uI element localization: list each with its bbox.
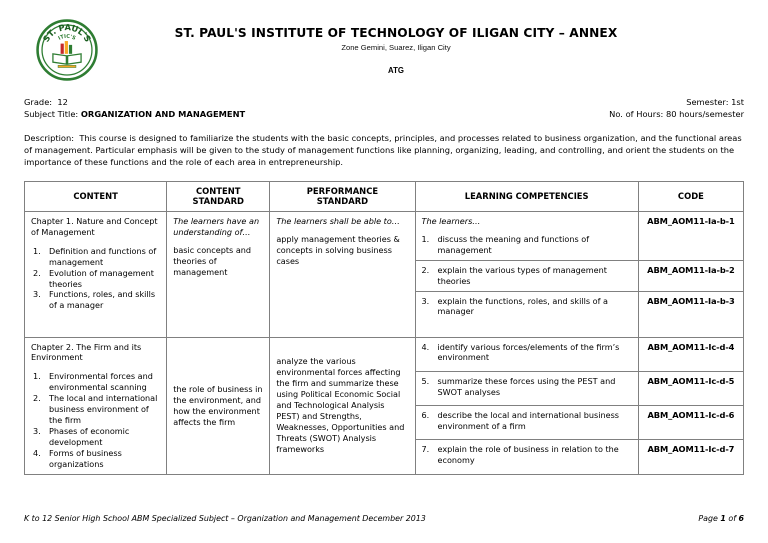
learning-competency-item: [422, 342, 632, 364]
header-content-standard: CONTENT STANDARD: [167, 181, 270, 211]
grade-field: [24, 96, 68, 108]
performance-standard-body: analyze the various environmental forces affecting the firm and summarize these using Political Economic Social and Technological Analysis PEST) and Strengths, Weaknesses, Opportunities and Threats (SWOT) Analysis frameworks: [276, 356, 405, 454]
department-code: ATG: [388, 66, 404, 76]
learning-competency-text: identify various forces/elements of the firm’s environment: [437, 341, 620, 363]
meta-row-subject: [24, 108, 744, 120]
learning-competency-text: explain the various types of management theories: [437, 264, 607, 286]
grade-value: 12: [57, 97, 68, 107]
chapter-title: Chapter 1. Nature and Concept of Management: [31, 215, 158, 237]
learning-competencies-lead: The learners…: [421, 215, 481, 226]
learning-competency-number: 6.: [421, 410, 430, 421]
learning-competency-text: describe the local and international business environment of a firm: [437, 410, 620, 432]
learning-competency-item: [422, 410, 632, 432]
list-item-text: Definition and functions of management: [49, 245, 157, 267]
page-footer: [24, 514, 744, 523]
school-logo: [24, 16, 110, 82]
learning-competency-cell: [415, 291, 638, 337]
chapter-topic-list: [31, 371, 160, 469]
code-cell: ABM_AOM11-Ic-d-6: [638, 406, 743, 440]
list-item-number: 2.: [33, 267, 41, 278]
table-row: [25, 337, 744, 371]
learning-competency-number: 1.: [421, 233, 430, 244]
school-name: ST. PAUL'S INSTITUTE OF TECHNOLOGY OF ILIGAN CITY – ANNEX: [174, 26, 618, 40]
masthead: [110, 16, 744, 75]
learning-competency-number: 3.: [421, 295, 430, 306]
list-item-number: 3.: [33, 289, 41, 300]
description-label: Description:: [24, 132, 75, 143]
list-item-number: 4.: [33, 447, 41, 458]
hours-label: No. of Hours:: [609, 109, 664, 120]
learning-competency-number: 2.: [421, 264, 430, 275]
header-performance-standard-line2: STANDARD: [316, 196, 369, 207]
list-item: [31, 393, 160, 426]
hours-value: 80 hours/semester: [665, 109, 744, 120]
learning-competency-cell: [415, 406, 638, 440]
content-standard-body: basic concepts and theories of management: [173, 244, 252, 277]
performance-standard-lead: The learners shall be able to…: [276, 215, 400, 226]
page-middle: of: [725, 514, 739, 523]
code-cell: ABM_AOM11-Ic-d-4: [638, 337, 743, 371]
learning-competency-item: [422, 444, 632, 466]
learning-competency-text: summarize these forces using the PEST and SWOT analyses: [437, 375, 616, 397]
school-address: Zone Gemini, Suarez, Iligan City: [341, 43, 451, 53]
page-current: 1: [720, 514, 726, 523]
list-item-text: Phases of economic development: [49, 425, 130, 447]
header-content: CONTENT: [25, 181, 167, 211]
list-item: [31, 268, 160, 290]
performance-standard-cell-chapter-2: [270, 337, 415, 474]
content-standard-lead: The learners have an understanding of…: [173, 215, 260, 237]
list-item-text: Evolution of management theories: [49, 267, 154, 289]
curriculum-table: [24, 181, 744, 475]
content-cell-chapter-2: [25, 337, 167, 474]
learning-competency-number: 5.: [421, 375, 430, 386]
content-standard-body: the role of business in the environment, and how the environment affects the firm: [173, 383, 263, 427]
list-item-number: 1.: [33, 245, 41, 256]
subject-label: Subject Title:: [24, 109, 79, 120]
performance-standard-body: apply management theories & concepts in solving business cases: [276, 233, 400, 266]
meta-row-grade: [24, 96, 744, 108]
code-cell: ABM_AOM11-Ia-b-2: [638, 260, 743, 291]
semester-field: [686, 96, 744, 108]
table-header-row: [25, 181, 744, 211]
st-pauls-seal-logo: [35, 18, 99, 82]
svg-text:ST. PAUL'S: ST. PAUL'S: [40, 22, 94, 44]
header-performance-standard: [270, 181, 415, 211]
description-text: This course is designed to familiarize the students with the basic concepts, principles, and processes related to business organization, and the functional areas of management. Particular emphasis will be given to the study of management functions like planning, organizing, leading, and controlling, and orient the students on the importance of these functions and the role of each area in entrepreneurship.: [24, 132, 742, 167]
list-item-text: Environmental forces and environmental scanning: [49, 371, 153, 393]
learning-competency-cell: [415, 211, 638, 260]
curriculum-table-wrap: [0, 168, 768, 475]
list-item: [31, 448, 160, 470]
list-item: [31, 246, 160, 268]
course-meta: [0, 86, 768, 121]
table-row: [25, 211, 744, 260]
learning-competency-item: [422, 234, 632, 256]
list-item: [31, 289, 160, 311]
learning-competency-text: explain the role of business in relation to the economy: [437, 444, 619, 466]
header-code: CODE: [638, 181, 743, 211]
list-item: [31, 426, 160, 448]
code-cell: ABM_AOM11-Ia-b-3: [638, 291, 743, 337]
learning-competency-item: [422, 376, 632, 398]
code-cell: ABM_AOM11-Ia-b-1: [638, 211, 743, 260]
letterhead: [0, 0, 768, 86]
list-item-number: 2.: [33, 393, 41, 404]
course-description: [0, 121, 768, 168]
header-learning-competencies: LEARNING COMPETENCIES: [415, 181, 638, 211]
header-performance-standard-line1: PERFORMANCE: [306, 186, 379, 197]
learning-competency-item: [422, 296, 632, 318]
list-item: [31, 371, 160, 393]
list-item-text: Functions, roles, and skills of a manager: [49, 289, 156, 311]
learning-competency-cell: [415, 371, 638, 405]
learning-competency-item: [422, 265, 632, 287]
subject-value: ORGANIZATION AND MANAGEMENT: [80, 109, 246, 120]
list-item-text: The local and international business environment of the firm: [49, 393, 158, 426]
learning-competency-number: 4.: [421, 341, 430, 352]
chapter-topic-list: [31, 246, 160, 312]
hours-field: [609, 108, 744, 120]
learning-competency-cell: [415, 440, 638, 474]
performance-standard-cell-chapter-1: [270, 211, 415, 337]
content-standard-cell-chapter-1: [167, 211, 270, 337]
list-item-number: 1.: [33, 371, 41, 382]
code-cell: ABM_AOM11-Ic-d-7: [638, 440, 743, 474]
grade-label: Grade:: [24, 97, 53, 107]
list-item-number: 3.: [33, 425, 41, 436]
semester-value: 1st: [731, 97, 744, 107]
page-prefix: Page: [698, 514, 721, 523]
subject-field: [24, 108, 245, 120]
code-cell: ABM_AOM11-Ic-d-5: [638, 371, 743, 405]
learning-competency-text: discuss the meaning and functions of management: [437, 233, 590, 255]
svg-text:ITIC'S: ITIC'S: [57, 33, 77, 42]
content-standard-cell-chapter-2: [167, 337, 270, 474]
page-total: 6: [738, 514, 744, 523]
chapter-title: Chapter 2. The Firm and its Environment: [31, 341, 142, 363]
list-item-text: Forms of business organizations: [49, 447, 122, 469]
footer-page-number: [698, 514, 744, 523]
semester-label: Semester:: [686, 97, 729, 107]
learning-competency-cell: [415, 337, 638, 371]
learning-competency-cell: [415, 260, 638, 291]
learning-competency-text: explain the functions, roles, and skills of a manager: [437, 295, 608, 317]
learning-competency-number: 7.: [421, 444, 430, 455]
footer-left-text: K to 12 Senior High School ABM Specialized Subject – Organization and Management December 2013: [24, 514, 426, 523]
content-cell-chapter-1: [25, 211, 167, 337]
